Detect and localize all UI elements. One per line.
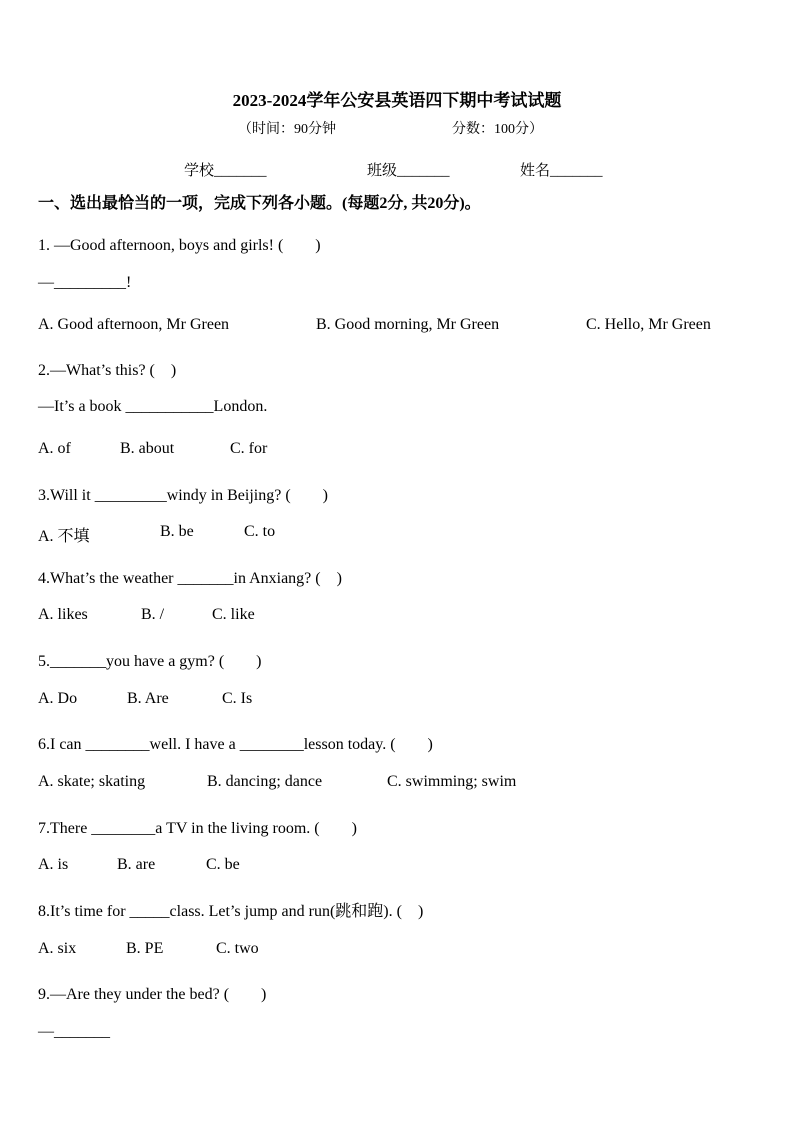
option-a[interactable]: A. skate; skating bbox=[38, 773, 146, 790]
option-b[interactable]: B. about bbox=[120, 440, 175, 457]
option-a[interactable]: A. of bbox=[38, 440, 71, 457]
option-b[interactable]: B. / bbox=[141, 606, 165, 623]
option-c[interactable]: C. be bbox=[206, 856, 240, 873]
option-b[interactable]: B. PE bbox=[126, 940, 164, 957]
answer-line: —_________! bbox=[38, 274, 132, 291]
section-heading: 一、选出最恰当的一项，完成下列各小题。(每题2分, 共20分)。 bbox=[38, 195, 481, 212]
option-b[interactable]: B. be bbox=[160, 523, 194, 540]
school-field[interactable]: 学校_______ bbox=[184, 163, 267, 179]
option-c[interactable]: C. to bbox=[244, 523, 276, 540]
question-stem: 3.Will it _________windy in Beijing? ( ) bbox=[38, 487, 329, 504]
option-b[interactable]: B. dancing; dance bbox=[207, 773, 323, 790]
time-info: （时间：90分钟 bbox=[238, 122, 336, 137]
question-stem: 5._______you have a gym? ( ) bbox=[38, 653, 262, 670]
option-a[interactable]: A. is bbox=[38, 856, 69, 873]
class-field[interactable]: 班级_______ bbox=[367, 163, 450, 179]
question-stem: 9.—Are they under the bed? ( ) bbox=[38, 986, 267, 1003]
option-c[interactable]: C. Hello, Mr Green bbox=[586, 316, 711, 333]
option-c[interactable]: C. Is bbox=[222, 690, 253, 707]
question-stem: 6.I can ________well. I have a ________lesson today. ( ) bbox=[38, 736, 433, 753]
option-c[interactable]: C. two bbox=[216, 940, 259, 957]
option-a[interactable]: A. likes bbox=[38, 606, 88, 623]
question-stem: 7.There ________a TV in the living room. ( ) bbox=[38, 820, 357, 837]
question-stem: 2.—What’s this? ( ) bbox=[38, 362, 177, 379]
question-stem: 1. —Good afternoon, boys and girls! ( ) bbox=[38, 237, 321, 254]
option-a[interactable]: A. Do bbox=[38, 690, 78, 707]
name-field[interactable]: 姓名_______ bbox=[520, 163, 603, 179]
option-c[interactable]: C. swimming; swim bbox=[387, 773, 517, 790]
question-stem: 8.It’s time for _____class. Let’s jump and run(跳和跑). ( ) bbox=[38, 903, 424, 920]
option-b[interactable]: B. are bbox=[117, 856, 156, 873]
option-a[interactable]: A. six bbox=[38, 940, 77, 957]
answer-line: —_______ bbox=[38, 1023, 110, 1040]
page-title: 2023-2024学年公安县英语四下期中考试试题 bbox=[232, 91, 562, 110]
option-a[interactable]: A. 不填 bbox=[38, 528, 90, 545]
option-b[interactable]: B. Are bbox=[127, 690, 169, 707]
option-a[interactable]: A. Good afternoon, Mr Green bbox=[38, 316, 230, 333]
option-b[interactable]: B. Good morning, Mr Green bbox=[316, 316, 500, 333]
question-stem: 4.What’s the weather _______in Anxiang? ( ) bbox=[38, 570, 342, 587]
option-c[interactable]: C. for bbox=[230, 440, 268, 457]
option-c[interactable]: C. like bbox=[212, 606, 255, 623]
answer-line: —It’s a book ___________London. bbox=[38, 398, 268, 415]
score-info: 分数：100分） bbox=[452, 122, 543, 137]
